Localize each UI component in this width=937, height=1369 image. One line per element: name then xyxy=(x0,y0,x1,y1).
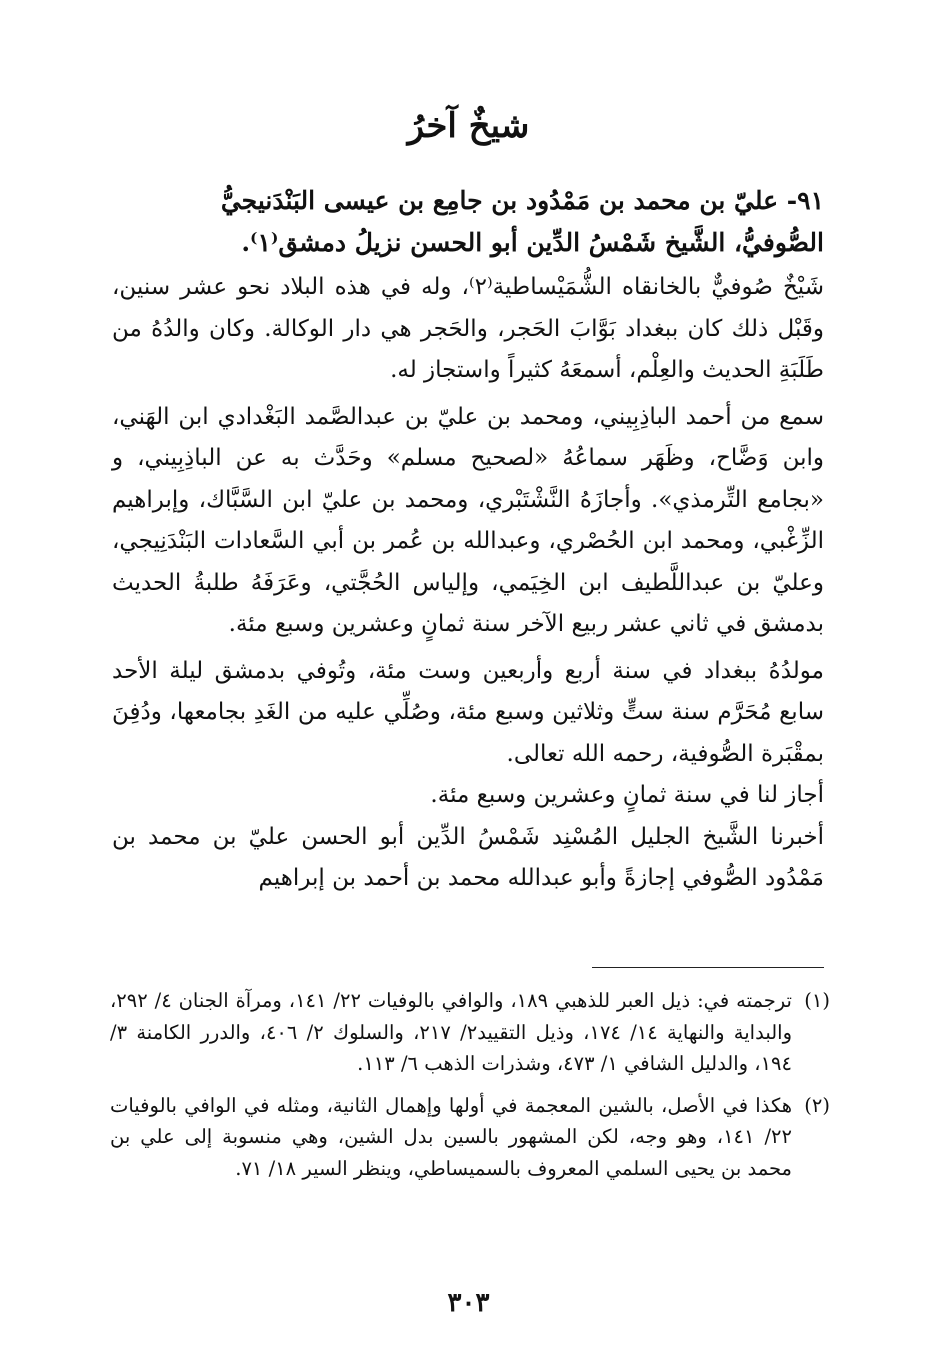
entry-heading xyxy=(112,180,824,263)
entry-heading-line-1: ٩١- عليّ بن محمد بن مَمْدُود بن جامِع بن عيسى البَنْدَنيجيُّ xyxy=(220,186,824,215)
page-number: ٣٠٣ xyxy=(447,1288,490,1318)
footnote-text: ترجمته في: ذيل العبر للذهبي ١٨٩، والوافي بالوفيات ٢٢/ ١٤١، ومرآة الجنان ٤/ ٢٩٢، والبداية والنهاية ١٤/ ١٧٤، وذيل التقييد٢/ ٢١٧، والسلوك ٢/ ٤٠٦، والدرر الكامنة ٣/ ١٩٤، والدليل الشافي ١/ ٤٧٣، وشذرات الذهب ٦/ ١١٣. xyxy=(110,989,792,1075)
paragraph-teachers: سمع من أحمد الباذِبِيني، ومحمد بن عليّ بن عبدالصَّمد البَغْدادي ابن الهَني، وابن وَضَّاح، وظَهَر سماعُهُ «لصحيح مسلم» وحَدَّث به عن الباذِبِيني، و «بجامع التِّرمذي». وأجازَهُ النَّشْتَبْري، ومحمد بن عليّ ابن السَّبَّاك، وإبراهيم الزِّغْبي، ومحمد ابن الحُصْري، وعبدالله بن عُمر بن أبي السَّعادات البَنْدَنِيجي، وعليّ بن عبداللَّطيف ابن الخِيَمي، وإلياس الحُجَّتي، وعَرَفَهُ طلبةُ الحديث بدمشق في ثاني عشر ربيع الآخر سنة ثمانٍ وعشرين وسبع مئة. xyxy=(112,403,824,637)
footnote-marker: (١) xyxy=(804,989,830,1012)
paragraph-birth-death: مولدُهُ ببغداد في سنة أربع وأربعين وست مئة، وتُوفي بدمشق ليلة الأحد سابع مُحَرَّم سنة ستٍّ وثلاثين وسبع مئة، وصُلِّي عليه من الغَدِ بجامعها، ودُفِنَ بمقْبَرة الصُّوفية، رحمه الله تعالى. xyxy=(112,657,824,767)
footnotes xyxy=(110,985,830,1194)
section-title: شيخٌ آخرُ xyxy=(407,106,530,146)
paragraph-ijaza: أجاز لنا في سنة ثمانٍ وعشرين وسبع مئة. xyxy=(430,782,824,808)
footnote-separator xyxy=(592,967,824,968)
footnote-marker: (٢) xyxy=(804,1093,830,1117)
footnote-2 xyxy=(110,1090,830,1185)
footnote-1 xyxy=(110,985,830,1080)
paragraph-isnad: أخبرنا الشَّيخ الجليل المُسْنِد شَمْسُ الدِّين أبو الحسن عليّ بن محمد بن مَمْدُود الصُّوفي إجازةً وأبو عبدالله محمد بن أحمد بن إبراهيم xyxy=(112,823,824,891)
footnote-text: هكذا في الأصل، بالشين المعجمة في أولها وإهمال الثانية، ومثله في الوافي بالوفيات ٢٢/ ١٤١، وهو وجه، لكن المشهور بالسين بدل الشين، وهي منسوبة إلى علي بن محمد بن يحيى السلمي المعروف بالسميساطي، وينظر السير ١٨/ ٧١. xyxy=(110,1093,792,1180)
entry-heading-line-2: الصُّوفيُّ، الشَّيخ شَمْسُ الدِّين أبو الحسن نزيلُ دمشق⁽١⁾. xyxy=(241,227,824,257)
main-text xyxy=(112,180,824,900)
paragraph-biography: شَيْخٌ صُوفيٌّ بالخانقاه الشُّمَيْساطية⁽٢⁾، وله في هذه البلاد نحو عشر سنين، وقَبْل ذلك كان ببغداد بَوَّابَ الحَجر، والحَجر هي دار الوكالة. وكان والدُهُ من طَلَبَةِ الحديث والعِلْم، أسمعَهُ كثيراً واستجاز له. xyxy=(112,274,825,383)
